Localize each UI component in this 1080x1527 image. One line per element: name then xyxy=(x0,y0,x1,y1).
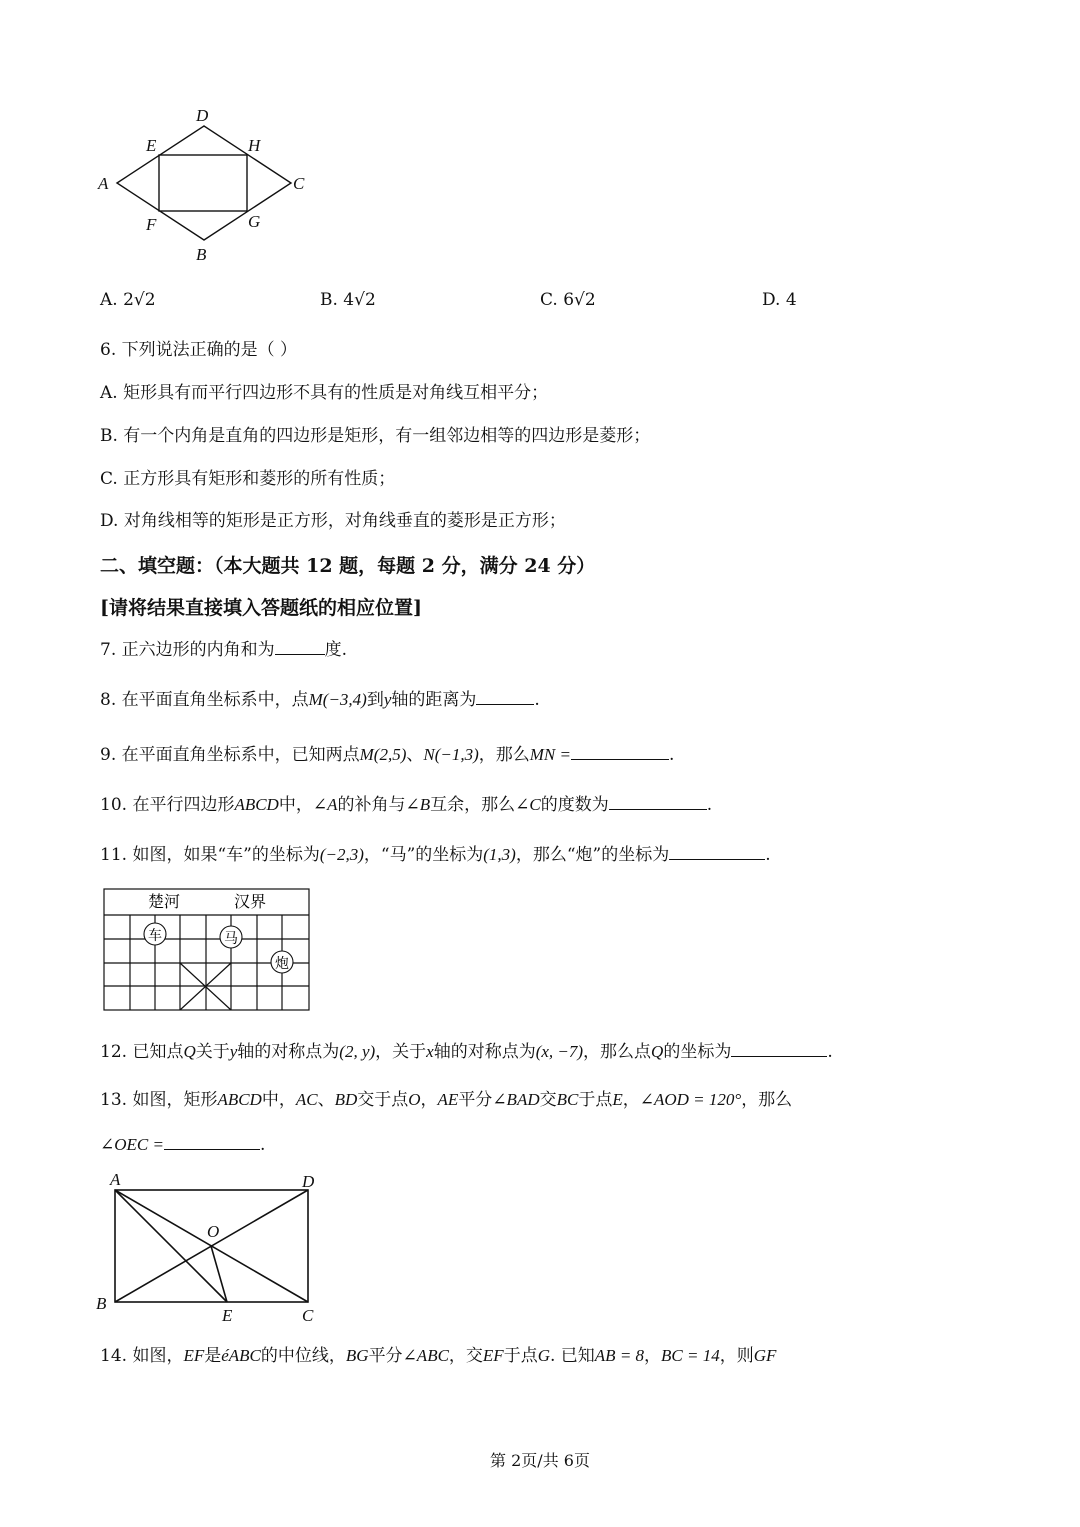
piece-che xyxy=(144,923,166,945)
chess-board-figure xyxy=(100,885,315,1015)
answer-blank[interactable] xyxy=(476,686,534,705)
label-H: H xyxy=(248,136,261,155)
piece-pao xyxy=(271,951,293,973)
page-footer: 第 2页/共 6页 xyxy=(490,1451,590,1470)
answer-blank[interactable] xyxy=(669,841,765,860)
q12: 12. 已知点Q关于y轴的对称点为(2, y)，关于x轴的对称点为(x, −7)，那么点Q的坐标为 . xyxy=(100,1038,833,1064)
q6-option-c: C. 正方形具有矩形和菱形的所有性质； xyxy=(100,469,396,489)
answer-blank[interactable] xyxy=(571,741,669,760)
q7: 7. 正六边形的内角和为 度. xyxy=(100,636,347,662)
q9: 9. 在平面直角坐标系中，已知两点M(2,5)、N(−1,3)，那么MN = . xyxy=(100,741,674,767)
q5-option-d: D. 4 xyxy=(762,290,797,310)
label-C: C xyxy=(293,174,305,193)
q11: 11. 如图，如果“车”的坐标为(−2,3)，“马”的坐标为(1,3)，那么“炮”的坐标为 . xyxy=(100,841,771,867)
answer-blank[interactable] xyxy=(609,791,707,810)
label-A: A xyxy=(98,174,109,193)
svg-text:炮: 炮 xyxy=(275,957,289,972)
svg-text:车: 车 xyxy=(148,929,162,944)
label-B: B xyxy=(196,245,207,264)
label-E: E xyxy=(146,136,157,155)
section-instruction: [请将结果直接填入答题纸的相应位置] xyxy=(100,597,422,619)
river-left-label: 楚河 xyxy=(148,894,181,911)
q6-option-b: B. 有一个内角是直角的四边形是矩形，有一组邻边相等的四边形是菱形； xyxy=(100,426,651,446)
svg-text:马: 马 xyxy=(224,932,238,947)
answer-blank[interactable] xyxy=(275,636,325,655)
river-right-label: 汉界 xyxy=(234,894,267,911)
label-F: F xyxy=(146,215,157,234)
q5-option-c: C. 6√2 xyxy=(540,290,596,310)
answer-blank[interactable] xyxy=(731,1038,827,1057)
q5-option-a: A. 2√2 xyxy=(100,290,156,310)
label-E: E xyxy=(222,1306,233,1325)
label-D: D xyxy=(196,106,209,125)
q6-option-d: D. 对角线相等的矩形是正方形，对角线垂直的菱形是正方形； xyxy=(100,511,566,531)
rectangle-abcd-figure xyxy=(90,1168,330,1328)
label-D: D xyxy=(302,1172,315,1191)
label-O: O xyxy=(207,1222,220,1241)
label-C: C xyxy=(302,1306,314,1325)
piece-ma xyxy=(220,926,242,948)
q13-line1: 13. 如图，矩形ABCD中，AC、BD交于点O，AE平分∠BAD交BC于点E，∠AOD = 120°，那么 xyxy=(100,1090,793,1110)
q14: 14. 如图，EF是éABC的中位线，BG平分∠ABC，交EF于点G. 已知AB = 8，BC = 14，则GF xyxy=(100,1346,777,1366)
q6-option-a: A. 矩形具有而平行四边形不具有的性质是对角线互相平分； xyxy=(100,383,549,403)
q13-line2: ∠OEC = . xyxy=(100,1131,265,1157)
q10: 10. 在平行四边形ABCD中，∠A的补角与∠B互余，那么∠C的度数为 . xyxy=(100,791,712,817)
label-G: G xyxy=(248,212,261,231)
section-title: 二、填空题：（本大题共 12 题，每题 2 分，满分 24 分） xyxy=(100,555,596,577)
label-B: B xyxy=(96,1294,107,1313)
label-A: A xyxy=(110,1170,121,1189)
q8: 8. 在平面直角坐标系中，点M(−3,4)到y轴的距离为 . xyxy=(100,686,540,712)
q5-option-b: B. 4√2 xyxy=(320,290,376,310)
q6-stem: 6. 下列说法正确的是（ ） xyxy=(100,340,298,360)
answer-blank[interactable] xyxy=(164,1131,260,1150)
rhombus-rectangle-figure xyxy=(90,100,330,270)
